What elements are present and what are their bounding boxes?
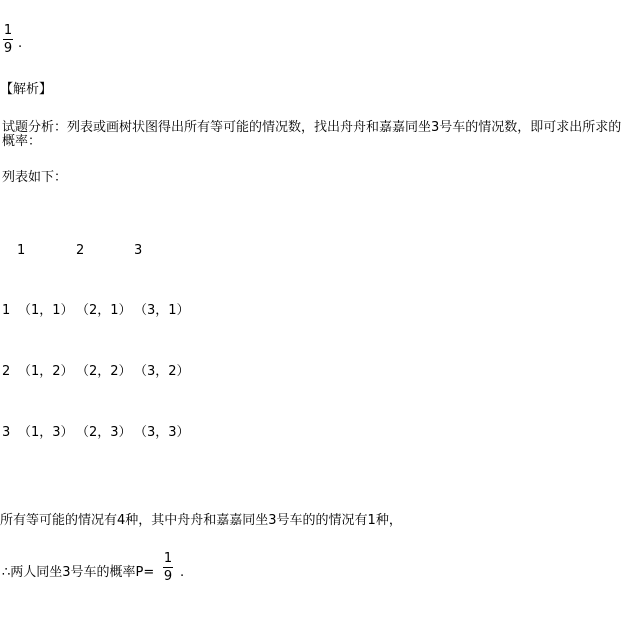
col-header-2: 2 [76,243,85,258]
table-cell: （2，1） [76,303,132,318]
col-header-1: 1 [17,243,26,258]
answer-numerator: 1 [3,23,13,38]
table-cell: （2，2） [76,364,132,379]
table-cell: （3，3） [134,425,190,440]
analysis-heading: 【解析】 [0,82,53,97]
table-cell: （3，2） [134,364,190,379]
row-label-3: 3 [2,425,11,440]
conclusion-numerator: 1 [163,551,173,566]
answer-period: . [18,36,23,51]
answer-fraction [2,24,14,55]
col-header-3: 3 [134,243,143,258]
conclusion-period: . [180,565,185,580]
table-cell: （1，2） [18,364,74,379]
table-cell: （3，1） [134,303,190,318]
row-label-2: 2 [2,364,11,379]
table-intro: 列表如下： [2,170,68,185]
row-label-1: 1 [2,303,11,318]
answer-denominator: 9 [3,41,13,56]
conclusion-prefix: ∴两人同坐3号车的概率P= [2,565,155,580]
fraction-bar [3,39,13,40]
table-cell: （1，3） [18,425,74,440]
conclusion-fraction [162,552,174,583]
analysis-paragraph: 试题分析：列表或画树状图得出所有等可能的情况数，找出舟舟和嘉嘉同坐3号车的情况数，即可求出所求的概率： [2,120,622,149]
fraction-bar [163,567,173,568]
summary-text: 所有等可能的情况有4种，其中舟舟和嘉嘉同坐3号车的的情况有1种， [0,513,402,528]
table-cell: （2，3） [76,425,132,440]
conclusion-denominator: 9 [163,569,173,584]
table-cell: （1，1） [18,303,74,318]
